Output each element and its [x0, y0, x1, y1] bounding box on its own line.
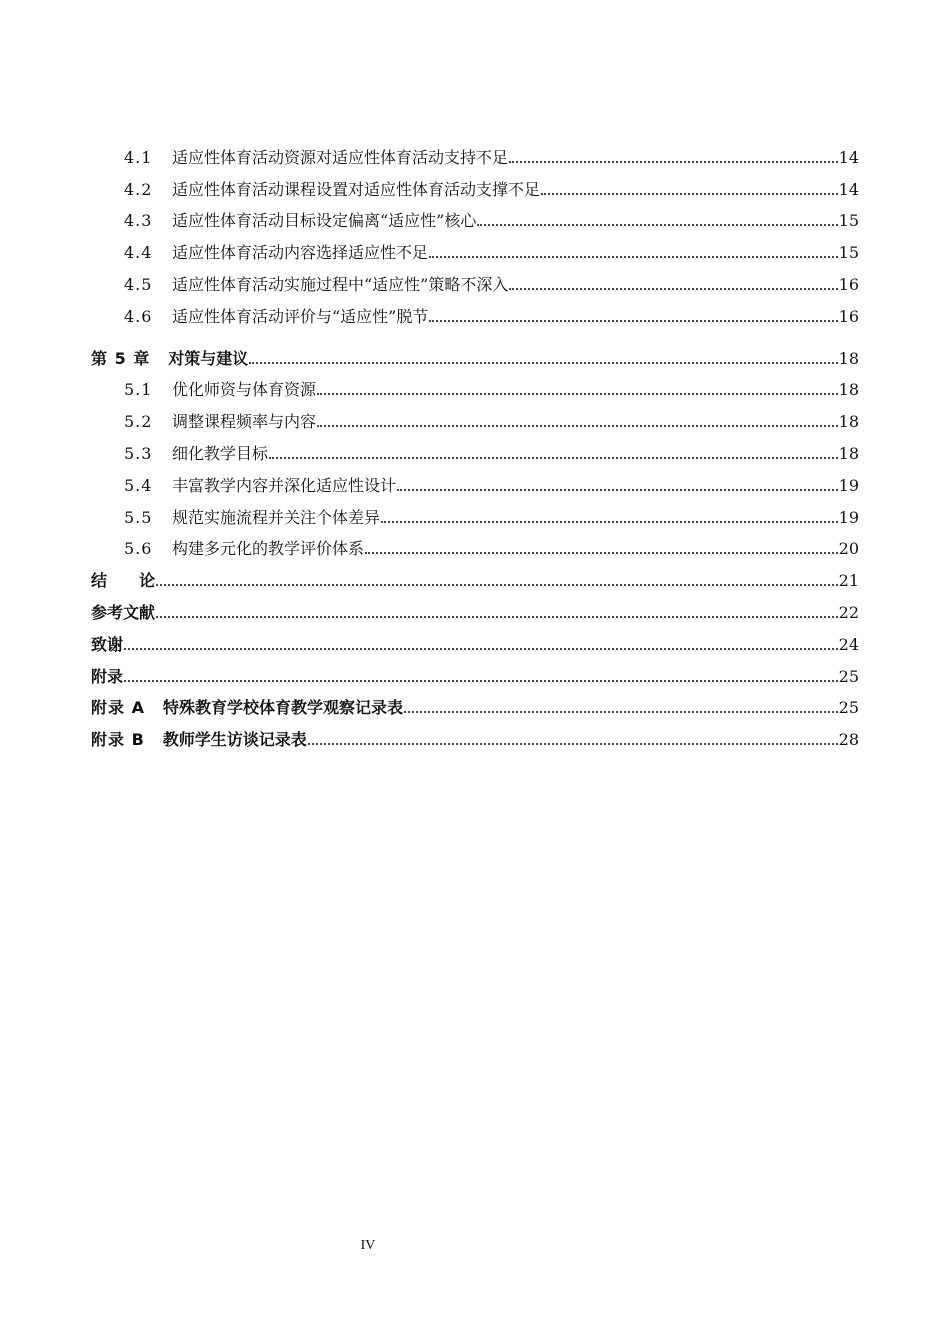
- toc-entry[interactable]: [91, 559, 859, 591]
- toc-dot-leader: [381, 521, 838, 523]
- toc-entry-number: 4.2: [124, 179, 153, 199]
- toc-entry[interactable]: [91, 718, 859, 750]
- table-of-contents: [91, 136, 859, 750]
- toc-entry-title: 适应性体育活动内容选择适应性不足: [172, 243, 429, 263]
- toc-entry-number: 4.6: [124, 306, 153, 326]
- toc-entry[interactable]: [91, 295, 859, 327]
- toc-dot-leader: [156, 584, 838, 586]
- toc-entry-page: 28: [838, 730, 859, 750]
- toc-entry-page: 25: [838, 698, 859, 718]
- toc-dot-leader: [365, 552, 838, 554]
- toc-entry[interactable]: [91, 369, 859, 401]
- toc-entry-title: 调整课程频率与内容: [172, 412, 317, 432]
- toc-entry-title: 适应性体育活动评价与“适应性”脱节: [172, 306, 429, 326]
- toc-entry[interactable]: [91, 496, 859, 528]
- toc-entry-title: 参考文献: [91, 602, 156, 622]
- toc-entry-number: 附录 A: [91, 698, 145, 718]
- toc-entry-number: 5.1: [124, 380, 153, 400]
- toc-dot-leader: [249, 362, 837, 364]
- toc-entry-number: 5.6: [124, 539, 153, 559]
- toc-entry-number: 4.5: [124, 274, 153, 294]
- toc-entry-title: 丰富教学内容并深化适应性设计: [172, 475, 397, 495]
- toc-entry[interactable]: [91, 231, 859, 263]
- toc-entry-title: 附录: [91, 666, 124, 686]
- toc-entry-page: 18: [838, 380, 859, 400]
- toc-entry-page: 18: [838, 412, 859, 432]
- toc-dot-leader: [124, 680, 838, 682]
- toc-entry-number: 第 5 章: [91, 348, 151, 368]
- toc-entry-title: 构建多元化的教学评价体系: [172, 539, 365, 559]
- toc-entry[interactable]: [91, 263, 859, 295]
- toc-dot-leader: [477, 224, 837, 226]
- toc-entry-title: 对策与建议: [168, 348, 249, 368]
- toc-entry-page: 14: [838, 147, 859, 167]
- toc-entry[interactable]: [91, 687, 859, 719]
- toc-entry[interactable]: [91, 528, 859, 560]
- toc-entry[interactable]: [91, 400, 859, 432]
- toc-entry[interactable]: [91, 200, 859, 232]
- toc-entry[interactable]: [91, 623, 859, 655]
- toc-entry[interactable]: [91, 168, 859, 200]
- toc-entry-page: 18: [838, 443, 859, 463]
- toc-dot-leader: [429, 320, 837, 322]
- toc-entry-page: 21: [838, 571, 859, 591]
- toc-entry-title: 优化师资与体育资源: [172, 380, 317, 400]
- toc-entry-number: 4.4: [124, 243, 153, 263]
- toc-entry[interactable]: [91, 136, 859, 168]
- toc-entry-title: 结 论: [91, 571, 156, 591]
- toc-dot-leader: [429, 256, 838, 258]
- toc-dot-leader: [317, 425, 838, 427]
- toc-entry-number: 4.1: [124, 147, 153, 167]
- toc-dot-leader: [124, 648, 838, 650]
- toc-entry-page: 14: [838, 179, 859, 199]
- toc-entry-page: 15: [838, 243, 859, 263]
- toc-entry-title: 适应性体育活动实施过程中“适应性”策略不深入: [172, 274, 509, 294]
- toc-entry-number: 附录 B: [91, 730, 145, 750]
- toc-entry[interactable]: [91, 432, 859, 464]
- toc-entry-title: 规范实施流程并关注个体差异: [172, 507, 381, 527]
- toc-entry-page: 16: [838, 306, 859, 326]
- toc-entry-title: 适应性体育活动目标设定偏离“适应性”核心: [172, 211, 477, 231]
- toc-entry-page: 16: [838, 274, 859, 294]
- toc-entry-title: 细化教学目标: [172, 443, 269, 463]
- toc-dot-leader: [308, 743, 838, 745]
- toc-dot-leader: [397, 489, 838, 491]
- toc-entry-title: 致谢: [91, 634, 124, 654]
- toc-dot-leader: [317, 393, 838, 395]
- toc-entry-number: 5.4: [124, 475, 153, 495]
- toc-entry[interactable]: [91, 337, 859, 369]
- toc-entry-page: 24: [838, 634, 859, 654]
- toc-entry-number: 5.5: [124, 507, 153, 527]
- toc-entry-number: 5.2: [124, 412, 153, 432]
- toc-entry-title: 教师学生访谈记录表: [162, 730, 307, 750]
- toc-entry[interactable]: [91, 464, 859, 496]
- toc-entry-page: 15: [838, 211, 859, 231]
- toc-dot-leader: [269, 457, 838, 459]
- toc-entry-page: 20: [838, 539, 859, 559]
- toc-entry-page: 22: [838, 602, 859, 622]
- toc-dot-leader: [509, 288, 837, 290]
- toc-entry-page: 19: [838, 475, 859, 495]
- toc-dot-leader: [509, 161, 838, 163]
- toc-dot-leader: [156, 616, 838, 618]
- toc-entry-title: 特殊教育学校体育教学观察记录表: [162, 698, 403, 718]
- toc-entry[interactable]: [91, 591, 859, 623]
- page-number: IV: [360, 1238, 376, 1253]
- toc-entry[interactable]: [91, 655, 859, 687]
- toc-dot-leader: [541, 193, 838, 195]
- toc-entry-page: 19: [838, 507, 859, 527]
- toc-entry-title: 适应性体育活动课程设置对适应性体育活动支撑不足: [172, 179, 541, 199]
- toc-entry-number: 5.3: [124, 443, 153, 463]
- toc-entry-page: 18: [838, 348, 859, 368]
- toc-entry-page: 25: [838, 666, 859, 686]
- toc-entry-number: 4.3: [124, 211, 153, 231]
- toc-dot-leader: [404, 711, 838, 713]
- toc-entry-title: 适应性体育活动资源对适应性体育活动支持不足: [172, 147, 509, 167]
